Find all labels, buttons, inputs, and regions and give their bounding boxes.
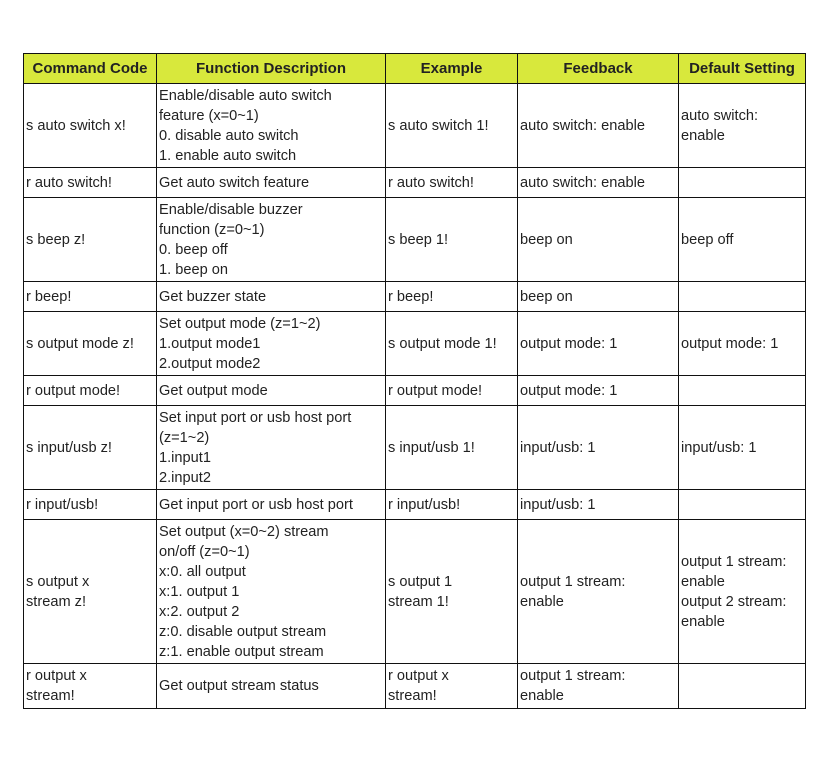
- cell-function-description: [157, 84, 386, 168]
- cell-line: Get buzzer state: [159, 288, 267, 305]
- cell-line: (z=1~2): [159, 429, 210, 446]
- header-feedback: Feedback: [518, 54, 679, 84]
- cell-command-code: [24, 406, 157, 490]
- cell-line: Get auto switch feature: [159, 174, 310, 191]
- header-example: Example: [386, 54, 518, 84]
- cell-function-description: [157, 520, 386, 664]
- cell-line: r beep!: [26, 288, 72, 305]
- cell-feedback: [518, 282, 679, 312]
- cell-line: x:0. all output: [159, 563, 246, 580]
- cell-line: Set output (x=0~2) stream: [159, 523, 329, 540]
- cell-example: [386, 664, 518, 709]
- cell-feedback: [518, 520, 679, 664]
- cell-feedback: [518, 664, 679, 709]
- cell-line: output 1 stream:: [520, 573, 626, 590]
- cell-default-setting: [679, 282, 806, 312]
- cell-line: Get input port or usb host port: [159, 496, 353, 513]
- cell-line: Get output stream status: [159, 678, 319, 694]
- cell-line: 2.input2: [159, 469, 211, 486]
- header-default-setting: Default Setting: [679, 54, 806, 84]
- cell-feedback: [518, 376, 679, 406]
- cell-default-setting: [679, 520, 806, 664]
- cell-line: s output mode z!: [26, 335, 134, 352]
- table-row: [24, 84, 806, 168]
- cell-line: Enable/disable buzzer: [159, 201, 303, 218]
- cell-command-code: [24, 168, 157, 198]
- cell-line: input/usb: 1: [681, 439, 757, 456]
- cell-command-code: [24, 664, 157, 709]
- table-row: [24, 168, 806, 198]
- cell-default-setting: [679, 84, 806, 168]
- cell-line: enable: [681, 573, 725, 590]
- cell-line: x:2. output 2: [159, 603, 240, 620]
- cell-line: input/usb: 1: [520, 439, 596, 456]
- cell-line: 2.output mode2: [159, 355, 261, 372]
- cell-line: enable: [520, 593, 564, 610]
- cell-command-code: [24, 520, 157, 664]
- cell-example: [386, 282, 518, 312]
- cell-line: stream!: [388, 688, 437, 704]
- cell-default-setting: [679, 406, 806, 490]
- cell-line: r input/usb!: [26, 496, 99, 513]
- cell-line: output 1 stream:: [681, 553, 787, 570]
- cell-line: z:1. enable output stream: [159, 643, 324, 660]
- cell-line: z:0. disable output stream: [159, 623, 327, 640]
- cell-default-setting: [679, 198, 806, 282]
- table-row: [24, 376, 806, 406]
- table-header: [24, 54, 806, 84]
- cell-line: 1. enable auto switch: [159, 147, 297, 164]
- cell-line: stream!: [26, 688, 75, 704]
- cell-example: [386, 406, 518, 490]
- table-row: [24, 406, 806, 490]
- cell-line: input/usb: 1: [520, 496, 596, 513]
- cell-line: stream z!: [26, 593, 87, 610]
- table-row: [24, 282, 806, 312]
- cell-line: output mode: 1: [681, 335, 779, 352]
- header-function-description: Function Description: [157, 54, 386, 84]
- table-row: [24, 520, 806, 664]
- cell-line: s input/usb z!: [26, 439, 112, 456]
- cell-example: [386, 520, 518, 664]
- table-row: [24, 198, 806, 282]
- cell-line: beep off: [681, 231, 734, 248]
- cell-line: beep on: [520, 288, 573, 305]
- cell-line: s output mode 1!: [388, 335, 497, 352]
- cell-function-description: [157, 664, 386, 709]
- cell-line: output 2 stream:: [681, 593, 787, 610]
- cell-line: auto switch: enable: [520, 117, 645, 134]
- cell-line: r input/usb!: [388, 496, 461, 513]
- table-row: [24, 664, 806, 709]
- cell-line: s output x: [26, 573, 90, 590]
- cell-example: [386, 84, 518, 168]
- cell-example: [386, 198, 518, 282]
- cell-line: Set output mode (z=1~2): [159, 315, 321, 332]
- cell-command-code: [24, 490, 157, 520]
- header-command-code: Command Code: [24, 54, 157, 84]
- cell-line: Get output mode: [159, 382, 268, 399]
- table-body: [24, 84, 806, 709]
- cell-function-description: [157, 198, 386, 282]
- cell-example: [386, 168, 518, 198]
- table-row: [24, 312, 806, 376]
- cell-function-description: [157, 282, 386, 312]
- cell-line: 0. beep off: [159, 241, 228, 258]
- cell-feedback: [518, 168, 679, 198]
- cell-default-setting: [679, 168, 806, 198]
- cell-line: r output mode!: [26, 382, 121, 399]
- cell-default-setting: [679, 312, 806, 376]
- cell-line: feature (x=0~1): [159, 107, 259, 124]
- cell-feedback: [518, 312, 679, 376]
- cell-command-code: [24, 376, 157, 406]
- cell-example: [386, 312, 518, 376]
- cell-line: s auto switch 1!: [388, 117, 489, 134]
- cell-line: enable: [520, 688, 564, 704]
- cell-line: stream 1!: [388, 593, 449, 610]
- cell-feedback: [518, 490, 679, 520]
- cell-function-description: [157, 168, 386, 198]
- cell-line: beep on: [520, 231, 573, 248]
- cell-line: enable: [681, 127, 725, 144]
- cell-line: 1.input1: [159, 449, 211, 466]
- cell-line: function (z=0~1): [159, 221, 265, 238]
- header-row: [24, 54, 806, 84]
- cell-line: 1.output mode1: [159, 335, 261, 352]
- cell-line: enable: [681, 613, 725, 630]
- cell-example: [386, 490, 518, 520]
- cell-line: auto switch:: [681, 107, 759, 124]
- cell-line: s beep 1!: [388, 231, 449, 248]
- cell-line: x:1. output 1: [159, 583, 240, 600]
- command-table: [23, 53, 806, 709]
- cell-command-code: [24, 312, 157, 376]
- cell-example: [386, 376, 518, 406]
- cell-command-code: [24, 282, 157, 312]
- cell-default-setting: [679, 376, 806, 406]
- cell-line: s input/usb 1!: [388, 439, 475, 456]
- cell-command-code: [24, 84, 157, 168]
- cell-line: 1. beep on: [159, 261, 228, 278]
- cell-function-description: [157, 490, 386, 520]
- cell-feedback: [518, 198, 679, 282]
- table-row: [24, 490, 806, 520]
- cell-line: s auto switch x!: [26, 117, 126, 134]
- cell-function-description: [157, 312, 386, 376]
- cell-line: s output 1: [388, 573, 453, 590]
- cell-line: r auto switch!: [26, 174, 112, 191]
- cell-default-setting: [679, 490, 806, 520]
- cell-function-description: [157, 376, 386, 406]
- cell-line: s beep z!: [26, 231, 86, 248]
- cell-line: output mode: 1: [520, 382, 618, 399]
- cell-line: auto switch: enable: [520, 174, 645, 191]
- cell-line: on/off (z=0~1): [159, 543, 250, 560]
- cell-line: Enable/disable auto switch: [159, 87, 332, 104]
- cell-line: r beep!: [388, 288, 434, 305]
- cell-line: r output x: [388, 668, 449, 684]
- cell-line: r output mode!: [388, 382, 483, 399]
- cell-feedback: [518, 406, 679, 490]
- cell-line: 0. disable auto switch: [159, 127, 299, 144]
- cell-line: r auto switch!: [388, 174, 474, 191]
- cell-line: output 1 stream:: [520, 668, 626, 684]
- cell-line: r output x: [26, 668, 87, 684]
- cell-default-setting: [679, 664, 806, 709]
- cell-feedback: [518, 84, 679, 168]
- cell-command-code: [24, 198, 157, 282]
- cell-line: output mode: 1: [520, 335, 618, 352]
- cell-line: Set input port or usb host port: [159, 409, 352, 426]
- cell-function-description: [157, 406, 386, 490]
